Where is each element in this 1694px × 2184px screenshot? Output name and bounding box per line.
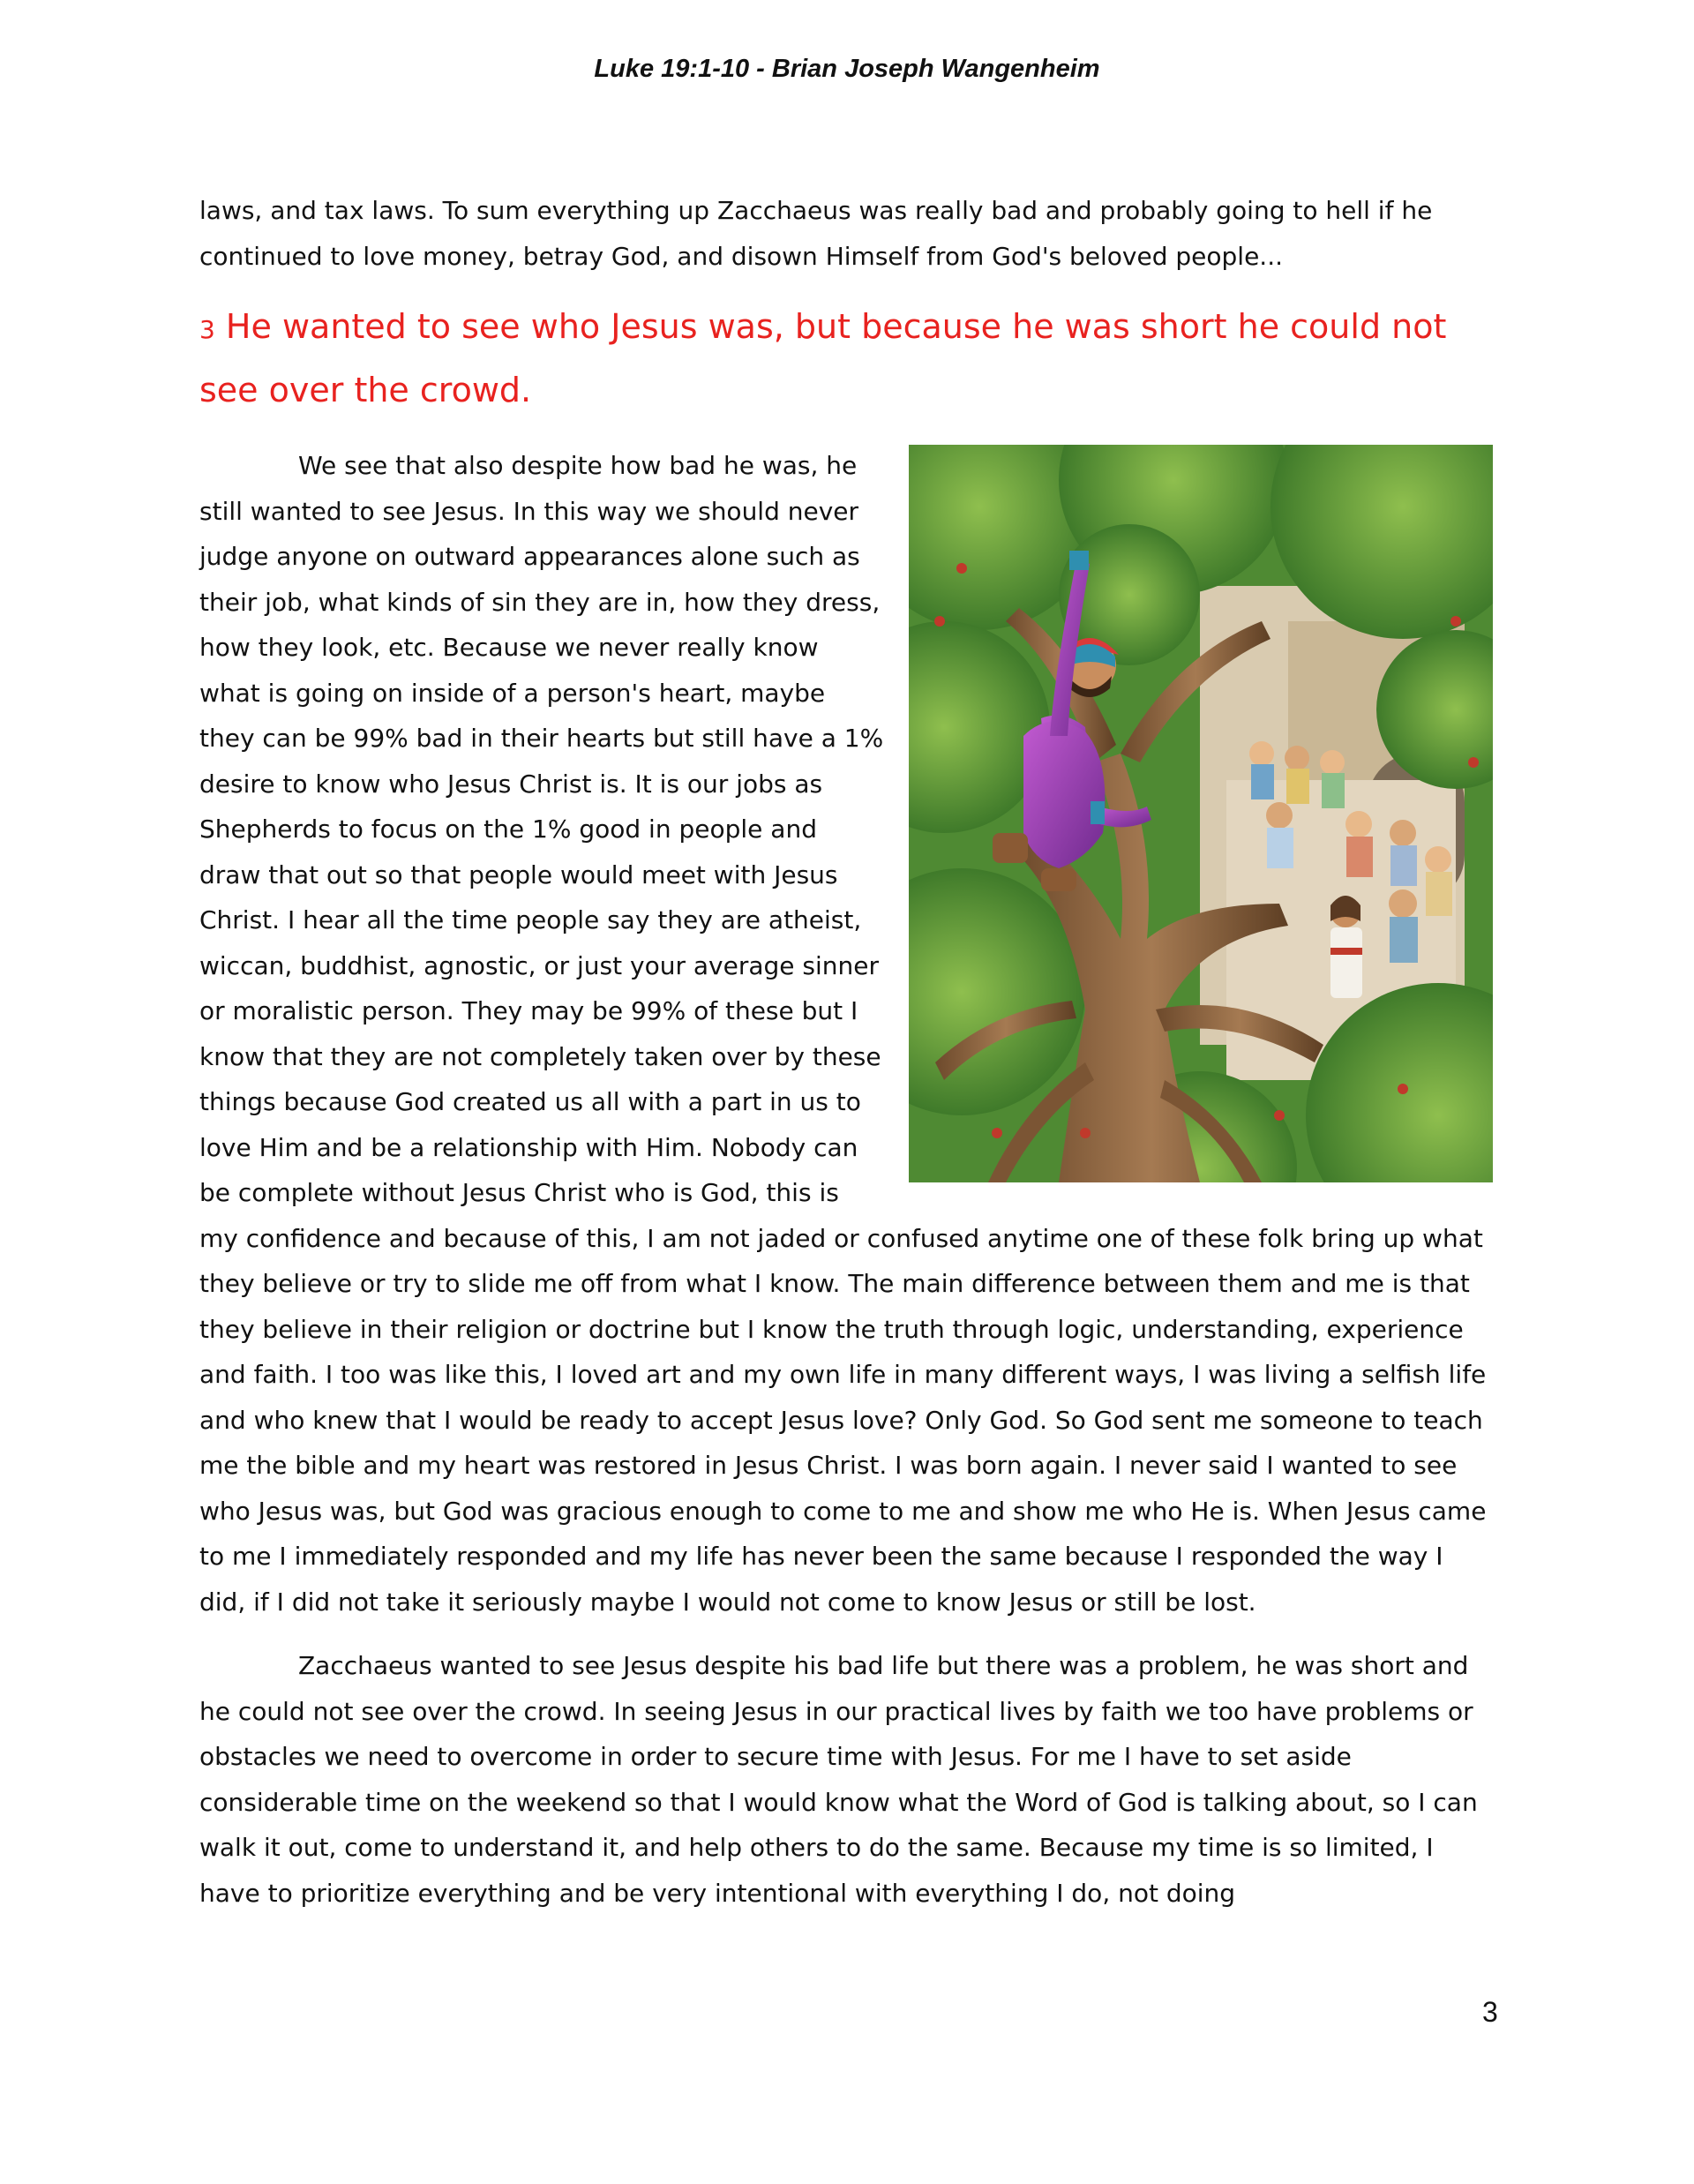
body-paragraph-2: Zacchaeus wanted to see Jesus despite his bad life but there was a problem, he was short and he could not see over the crowd. In seeing Jesus in our practical lives by faith we too have problems or obstacles we need to overcome in order to secure time with Jesus. For me I have to set aside considerable time on the weekend so that I would know what the Word of God is talking about, so I can walk it out, come to understand it, and help others to do the same. Because my time is so limited, I have to prioritize everything and be very intentional with everything I do, not doing bbox=[199, 1651, 1478, 1908]
page-header: Luke 19:1-10 - Brian Joseph Wangenheim bbox=[594, 55, 1100, 83]
verse-text: He wanted to see who Jesus was, but because he was short he could not see over the crowd. bbox=[199, 307, 1447, 409]
document-body bbox=[199, 188, 1493, 1916]
intro-paragraph: laws, and tax laws. To sum everything up Zacchaeus was really bad and probably going to hell if he continued to love money, betray God, and disown Himself from God's beloved people... bbox=[199, 196, 1433, 271]
zacchaeus-illustration bbox=[909, 445, 1493, 1182]
body-paragraph-1: We see that also despite how bad he was, he still wanted to see Jesus. In this way we should never judge anyone on outward appearances alone such as their job, what kinds of sin they are in, how they dress, how they look, etc. Because we never really know what is going on inside of a person's heart, maybe they can be 99% bad in their hearts but still have a 1% desire to know who Jesus Christ is. It is our jobs as Shepherds to focus on the 1% good in people and draw that out so that people would meet with Jesus Christ. I hear all the time people say they are atheist, wiccan, buddhist, agnostic, or just your average sinner or moralistic person. They may be 99% of these but I know that they are not completely taken over by these things because God created us all with a part in us to love Him and be a relationship with Him. Nobody can be complete without Jesus Christ who is God, this is my confidence and because of this, I am not jaded or confused anytime one of these folk bring up what they believe or try to slide me off from what I know. The main difference between them and me is that they believe in their religion or doctrine but I know the truth through logic, understanding, experience and faith. I too was like this, I loved art and my own life in many different ways, I was living a selfish life and who knew that I would be ready to accept Jesus love? Only God. So God sent me someone to teach me the bible and my heart was restored in Jesus Christ. I was born again. I never said I wanted to see who Jesus was, but God was gracious enough to come to me and show me who He is. When Jesus came to me I immediately responded and my life has never been the same because I responded the way I did, if I did not take it seriously maybe I would not come to know Jesus or still be lost. bbox=[199, 451, 1487, 1617]
verse-number: 3 bbox=[199, 315, 215, 344]
page-number: 3 bbox=[1482, 1996, 1498, 2028]
verse-heading bbox=[199, 296, 1493, 420]
